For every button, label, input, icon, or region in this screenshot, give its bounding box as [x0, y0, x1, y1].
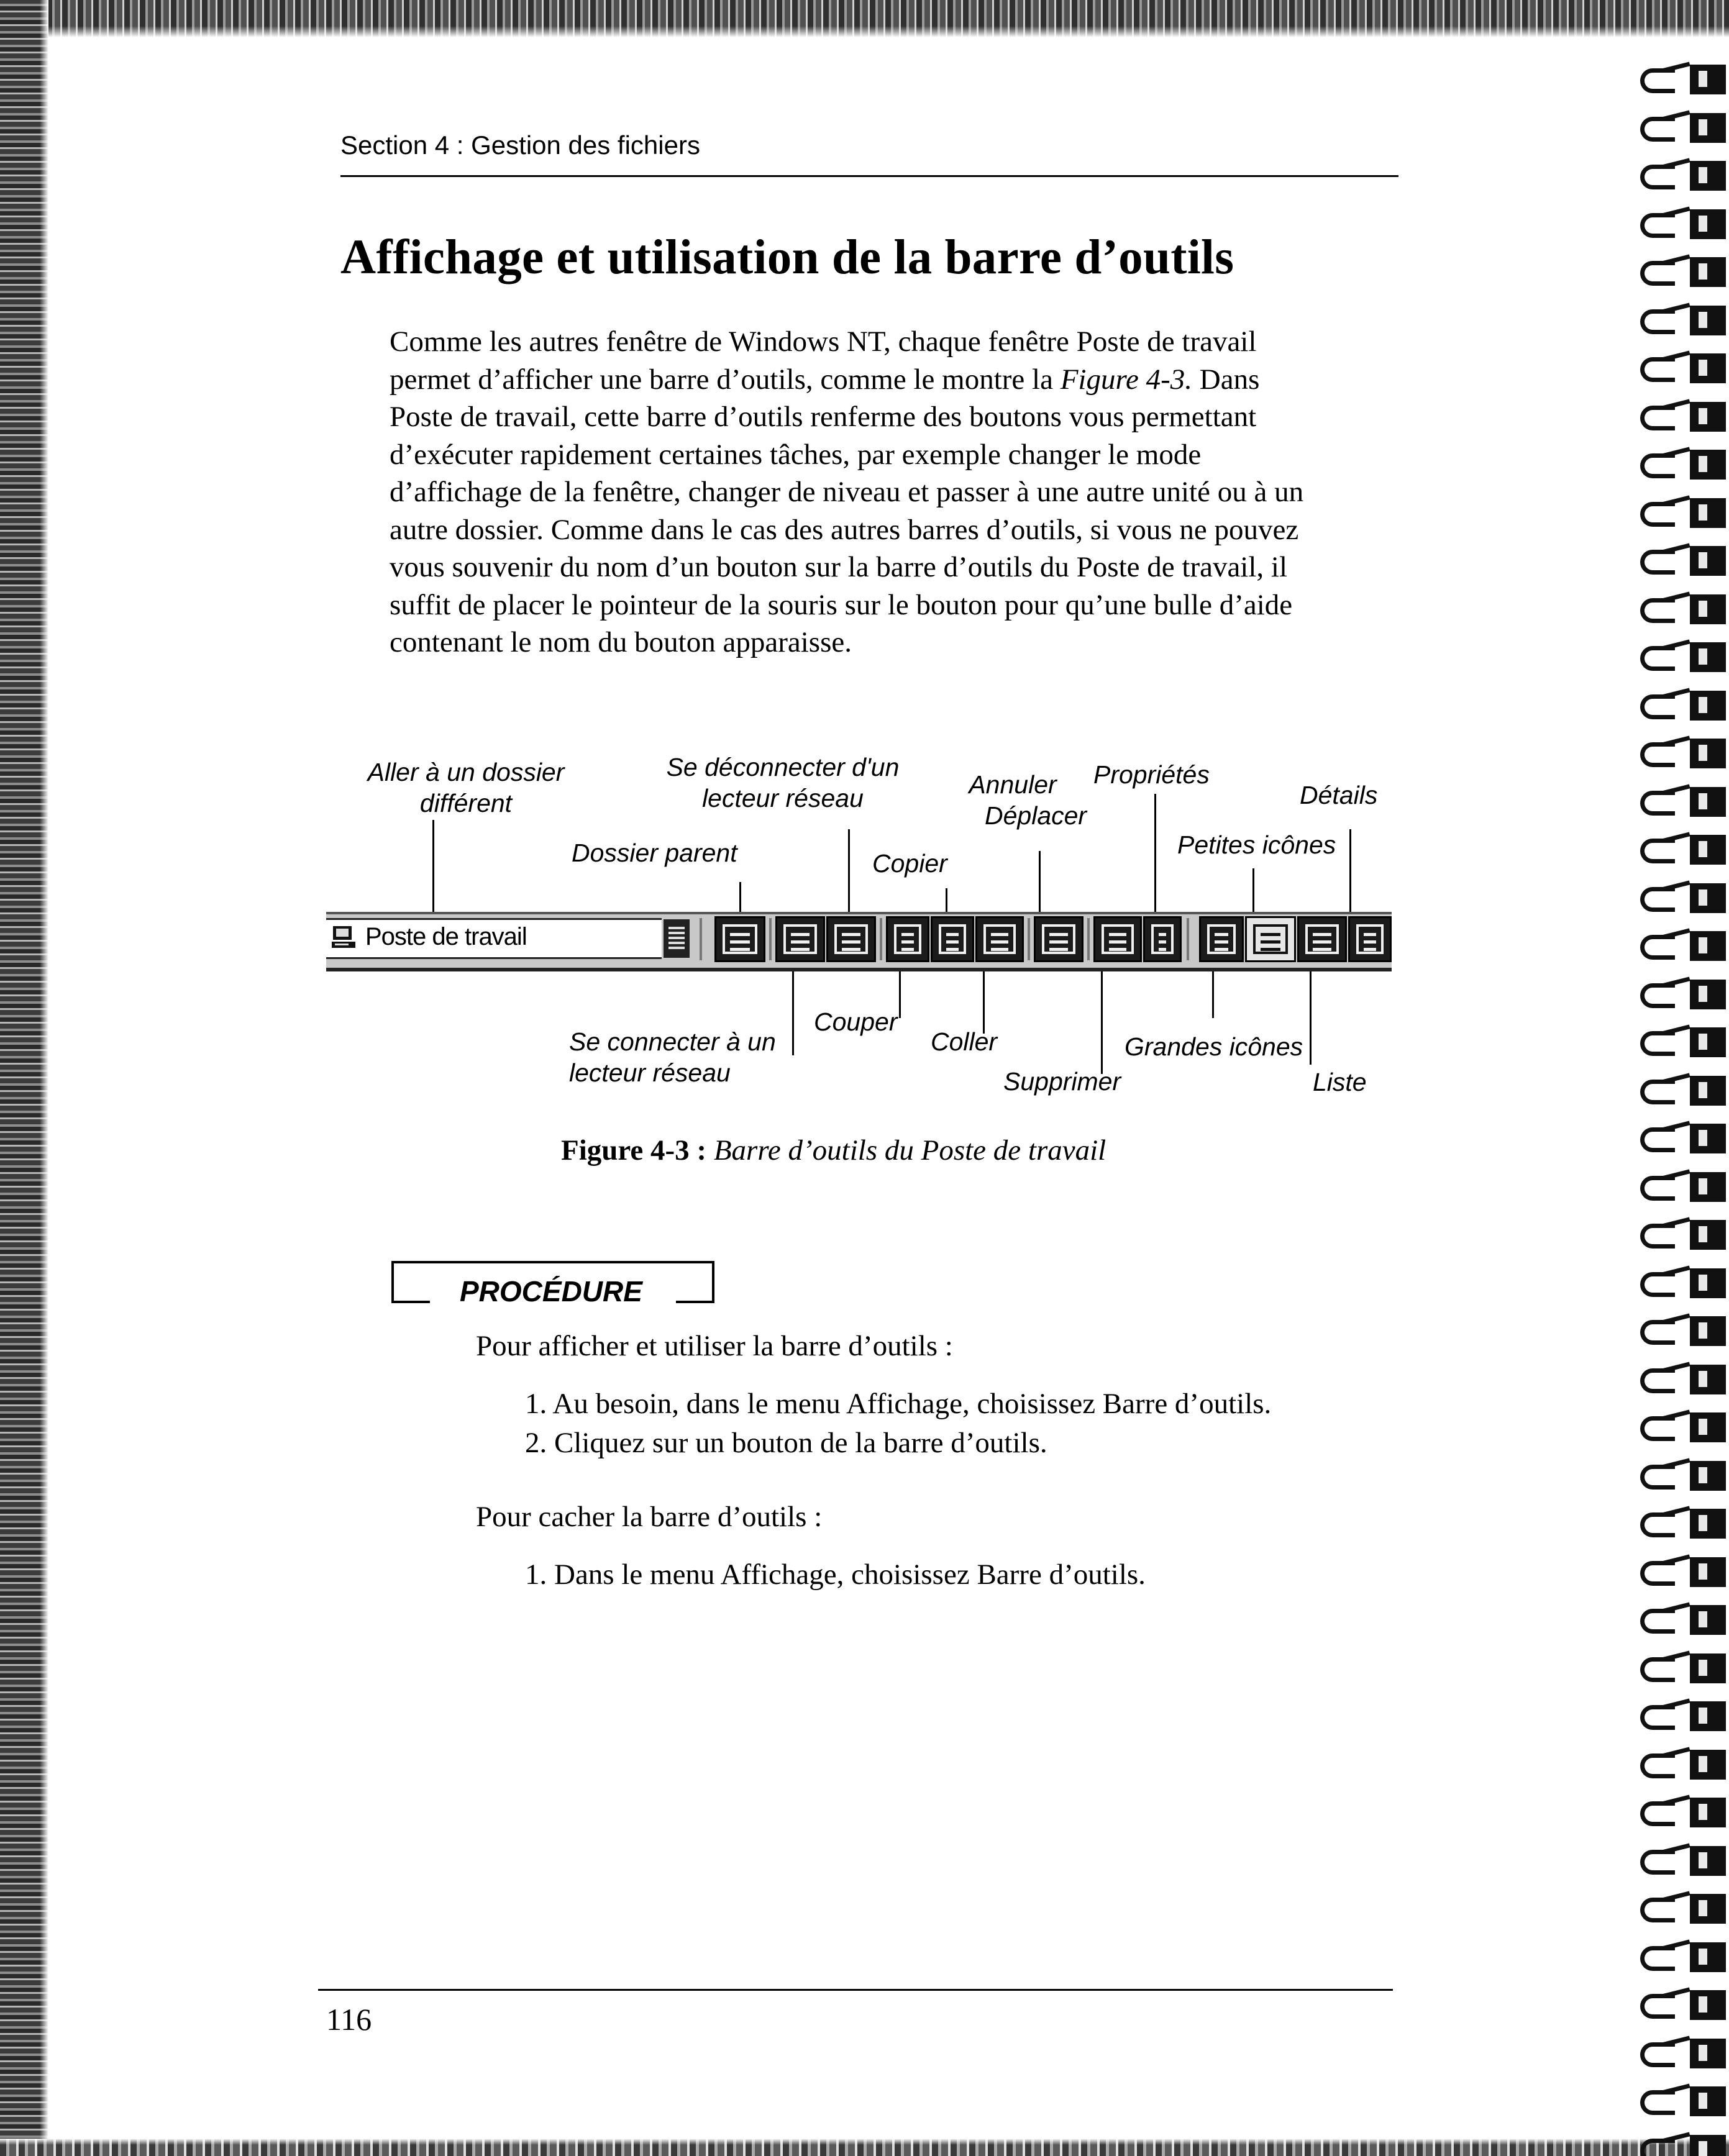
- binding-coil: [1628, 1844, 1729, 1882]
- procedure-box-top: [391, 1261, 713, 1263]
- callout-grandes-icones: Grandes icônes: [1125, 1032, 1303, 1061]
- leader-aller-dossier: [432, 820, 434, 919]
- procedure-box-left: [391, 1261, 394, 1303]
- leader-supprimer: [1101, 971, 1103, 1074]
- binding-coil: [1628, 1217, 1729, 1256]
- procedure-step: 1. Dans le menu Affichage, choisissez Barre d’outils.: [525, 1558, 1146, 1591]
- binding-coil: [1628, 1266, 1729, 1304]
- toolbar-separator: [1028, 918, 1030, 960]
- binding-coil: [1628, 1747, 1729, 1786]
- binding-coil: [1628, 1121, 1729, 1160]
- binding-coil: [1628, 977, 1729, 1016]
- procedure-box-bottom-left: [391, 1301, 430, 1303]
- callout-supprimer: Supprimer: [1003, 1067, 1121, 1096]
- callout-couper: Couper: [814, 1007, 898, 1036]
- procedure-intro-show: Pour afficher et utiliser la barre d’outils :: [476, 1330, 953, 1362]
- details-icon[interactable]: [1348, 916, 1392, 962]
- binding-coil: [1628, 688, 1729, 727]
- body-paragraph: [390, 323, 1421, 662]
- cut-icon[interactable]: [886, 916, 929, 962]
- body-line: contenant le nom du bouton apparaisse.: [390, 626, 852, 658]
- body-line: d’affichage de la fenêtre, changer de niveau et passer à une autre unité ou à un: [390, 476, 1304, 508]
- dropdown-arrow-icon[interactable]: [664, 919, 690, 958]
- scan-edge-bottom: [0, 2139, 1729, 2156]
- binding-coil: [1628, 1603, 1729, 1641]
- leader-details: [1349, 829, 1351, 919]
- binding-coil: [1628, 1073, 1729, 1112]
- header-rule: [340, 175, 1398, 177]
- binding-coil: [1628, 303, 1729, 342]
- callout-deconnecter: Se déconnecter d'un lecteur réseau: [666, 753, 900, 812]
- callout-liste: Liste: [1313, 1068, 1367, 1096]
- binding-coil: [1628, 158, 1729, 197]
- callout-proprietes: Propriétés: [1093, 760, 1210, 789]
- footer-rule: [318, 1989, 1393, 1991]
- binding-coil: [1628, 1025, 1729, 1063]
- large-icons-icon[interactable]: [1199, 916, 1244, 962]
- toolbar-separator: [769, 918, 772, 960]
- page-number: 116: [326, 2002, 372, 2037]
- binding-coil: [1628, 544, 1729, 582]
- callout-dossier-parent: Dossier parent: [572, 839, 737, 867]
- leader-grandes-icones: [1212, 971, 1214, 1018]
- binding-coil: [1628, 399, 1729, 438]
- binding-coil: [1628, 207, 1729, 245]
- leader-se-connecter: [792, 971, 794, 1055]
- callout-petites-icones: Petites icônes: [1177, 830, 1336, 859]
- paste-icon[interactable]: [975, 916, 1024, 962]
- binding-coil: [1628, 1555, 1729, 1593]
- binding-coil: [1628, 1795, 1729, 1834]
- binding-coil: [1628, 1940, 1729, 1978]
- binding-coil: [1628, 111, 1729, 149]
- binding-coil: [1628, 255, 1729, 293]
- binding-coil: [1628, 736, 1729, 775]
- callout-aller-dossier: Aller à un dossier différent: [367, 758, 565, 817]
- callout-details: Détails: [1300, 781, 1378, 809]
- binding-coil: [1628, 1891, 1729, 1930]
- callout-se-connecter: Se connecter à un lecteur réseau: [569, 1027, 776, 1087]
- procedure-step: 1. Au besoin, dans le menu Affichage, choisissez Barre d’outils.: [525, 1388, 1272, 1420]
- binding-coil: [1628, 1699, 1729, 1737]
- binding-coil: [1628, 1410, 1729, 1449]
- toolbar-bottom-edge: [326, 968, 1392, 971]
- callout-coller: Coller: [931, 1027, 998, 1056]
- leader-coller: [983, 971, 985, 1034]
- up-folder-icon[interactable]: [714, 916, 765, 962]
- body-line: autre dossier. Comme dans le cas des autres barres d’outils, si vous ne pouvez: [390, 513, 1299, 546]
- procedure-box-bottom-right: [676, 1301, 714, 1303]
- spiral-binding: [1628, 25, 1729, 2131]
- properties-icon[interactable]: [1143, 916, 1182, 962]
- leader-deconnecter: [848, 829, 850, 919]
- toolbar-separator: [700, 918, 702, 960]
- binding-coil: [1628, 1314, 1729, 1352]
- section-title: Affichage et utilisation de la barre d’outils: [340, 230, 1234, 284]
- leader-proprietes: [1154, 794, 1156, 919]
- small-icons-icon[interactable]: [1245, 916, 1296, 962]
- body-line: Comme les autres fenêtre de Windows NT, chaque fenêtre Poste de travail: [390, 325, 1257, 358]
- binding-coil: [1628, 447, 1729, 486]
- binding-coil: [1628, 640, 1729, 678]
- binding-coil: [1628, 1506, 1729, 1545]
- toolbar-top-edge: [326, 912, 1392, 914]
- binding-coil: [1628, 881, 1729, 919]
- scan-edge-top: [0, 0, 1729, 37]
- scan-edge-left: [0, 0, 48, 2156]
- binding-coil: [1628, 1458, 1729, 1497]
- body-line: suffit de placer le pointeur de la souris sur le bouton pour qu’une bulle d’aide: [390, 588, 1293, 621]
- callout-annuler: Annuler Déplacer: [969, 770, 1087, 830]
- binding-coil: [1628, 1651, 1729, 1690]
- leader-couper: [899, 971, 901, 1018]
- location-combo-value: Poste de travail: [365, 923, 527, 950]
- binding-coil: [1628, 1362, 1729, 1401]
- binding-coil: [1628, 2132, 1729, 2156]
- body-line: d’exécuter rapidement certaines tâches, par exemple changer le mode: [390, 438, 1202, 471]
- procedure-box-right: [712, 1261, 714, 1303]
- toolbar-separator: [880, 918, 882, 960]
- map-drive-icon[interactable]: [775, 916, 825, 962]
- procedure-step: 2. Cliquez sur un bouton de la barre d’outils.: [525, 1427, 1047, 1459]
- binding-coil: [1628, 929, 1729, 967]
- binding-coil: [1628, 1988, 1729, 2026]
- figure-reference: Figure 4-3.: [1060, 363, 1193, 396]
- running-head: Section 4 : Gestion des fichiers: [340, 130, 700, 160]
- binding-coil: [1628, 785, 1729, 823]
- copy-icon[interactable]: [931, 916, 974, 962]
- disconnect-drive-icon[interactable]: [826, 916, 876, 962]
- binding-coil: [1628, 1170, 1729, 1208]
- binding-coil: [1628, 496, 1729, 534]
- procedure-intro-hide: Pour cacher la barre d’outils :: [476, 1501, 823, 1533]
- binding-coil: [1628, 2036, 1729, 2075]
- computer-icon: [331, 926, 356, 949]
- body-line: permet d’afficher une barre d’outils, comme le montre la Figure 4-3. Dans: [390, 363, 1260, 396]
- list-icon[interactable]: [1297, 916, 1347, 962]
- leader-annuler: [1039, 851, 1041, 919]
- undo-icon[interactable]: [1034, 916, 1083, 962]
- figure-caption: Figure 4-3 : Barre d’outils du Poste de travail: [561, 1134, 1106, 1167]
- toolbar-separator: [1087, 918, 1090, 960]
- toolbar-separator: [1187, 918, 1189, 960]
- delete-icon[interactable]: [1093, 916, 1142, 962]
- binding-coil: [1628, 832, 1729, 871]
- callout-copier: Copier: [872, 849, 947, 878]
- binding-coil: [1628, 351, 1729, 389]
- binding-coil: [1628, 2084, 1729, 2122]
- binding-coil: [1628, 62, 1729, 101]
- binding-coil: [1628, 592, 1729, 630]
- procedure-label: PROCÉDURE: [460, 1275, 642, 1308]
- body-line: Poste de travail, cette barre d’outils renferme des boutons vous permettant: [390, 401, 1257, 433]
- leader-liste: [1310, 971, 1312, 1065]
- body-line: vous souvenir du nom d’un bouton sur la barre d’outils du Poste de travail, il: [390, 551, 1288, 583]
